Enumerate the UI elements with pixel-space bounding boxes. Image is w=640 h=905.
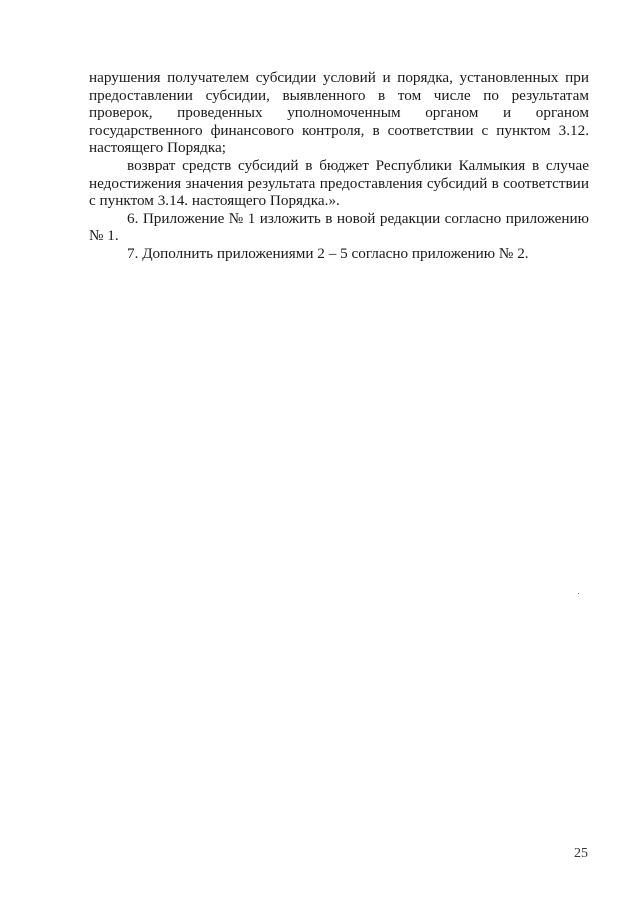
word: получателем [167,69,250,86]
word: проведенных [177,104,263,122]
word: установленных [459,69,559,86]
word: новой [336,209,376,227]
word: возврат [127,156,176,174]
p1-line-5: настоящего Порядка; [89,139,226,157]
word: бюджет [319,156,369,174]
word: в [491,174,499,192]
word: 3.12. [558,121,589,139]
word: Республики [375,156,452,174]
word: числе [433,86,471,104]
word: нарушения [89,69,161,86]
word: уполномоченным [287,104,401,122]
word: порядка, [397,69,453,86]
word: условий [322,69,376,86]
word: контроля, [301,121,365,139]
word: редакции [379,209,441,227]
word: результата [247,174,316,192]
word: и [382,69,391,86]
word: в [532,156,540,174]
word: с [481,121,489,139]
word: соответствии [503,174,589,192]
word: и [503,104,512,122]
word: том [397,86,422,104]
word: 1 [247,209,256,227]
word: в [378,86,386,104]
word: субсидий [426,174,488,192]
word: финансового [210,121,294,139]
word: предоставления [319,174,423,192]
word: в [372,121,380,139]
word: изложить [259,209,321,227]
p2-line-3: с пунктом 3.14. настоящего Порядка.». [89,192,340,210]
word: органом [535,104,589,122]
word: субсидии, [205,86,270,104]
word: при [565,69,589,86]
word: результатам [511,86,589,104]
word: субсидии [255,69,317,86]
word: в [305,156,313,174]
word: Калмыкия [458,156,526,174]
word: органом [425,104,479,122]
page-number: 25 [574,846,588,861]
p2-line-1 [89,157,589,175]
p1-line-2 [89,87,589,105]
word: № [228,209,244,227]
word: выявленного [282,86,366,104]
word: значения [185,174,244,192]
p2-line-2 [89,175,589,193]
p3-line-1 [89,210,589,228]
word: государственного [89,121,203,139]
word: субсидий [238,156,299,174]
word: недостижения [89,174,182,192]
scan-artifact [578,593,579,594]
word: средств [182,156,232,174]
word: согласно [444,209,502,227]
p3-line-2: № 1. [89,227,119,245]
word: соответствии [387,121,474,139]
p1-line-3 [89,104,589,122]
word: случае [545,156,589,174]
word: предоставлении [89,86,193,104]
word: пунктом [496,121,551,139]
word: в [325,209,333,227]
document-body [89,69,589,263]
word: Приложение [142,209,225,227]
word: приложению [505,209,589,227]
p1-line-4 [89,122,589,140]
p4-line-1: 7. Дополнить приложениями 2 – 5 согласно приложению № 2. [127,244,529,262]
word: по [483,86,499,104]
word: 6. [127,209,139,227]
word: проверок, [89,104,153,122]
p1-line-1 [89,69,589,87]
